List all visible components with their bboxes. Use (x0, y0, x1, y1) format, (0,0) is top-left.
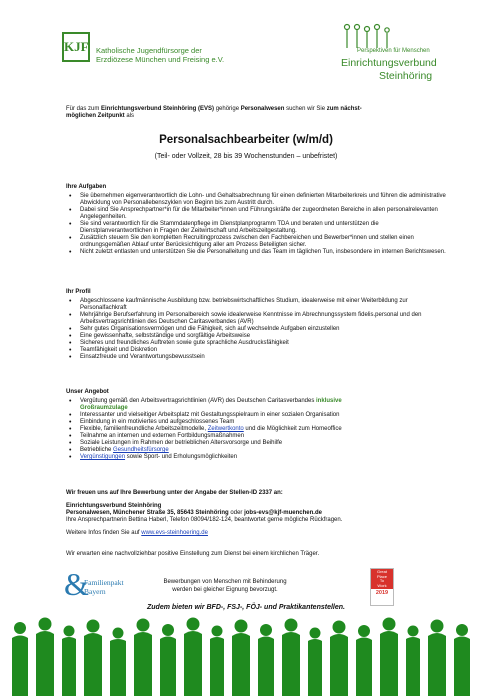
list-item: • Sie übernehmen eigenverantwortlich die Lohn- und Gehaltsabrechnung für einen definierten Mitarbeiterkreis und führen die administrative Abwicklung von Personallebenszyklen von Beginn bis zum Austritt durch. (66, 193, 448, 207)
list-item: • Zusätzlich steuern Sie den kompletten Recruitingprozess zwischen den Fachbereichen und Bewerber*innen und stellen einen ordnungsgemäßen Ablauf unter Berücksichtigung aller am Prozess Beteiligten sicher. (66, 235, 448, 249)
application-text: oder (228, 510, 245, 516)
application-recipient: Einrichtungsverbund Steinhöring (66, 503, 162, 509)
intro-department: Personalwesen (240, 106, 285, 112)
profile-heading: Ihr Profil (66, 289, 91, 295)
offer-highlight: Großraumzulage (80, 405, 128, 411)
list-item: • Nicht zuletzt entlasten und unterstützen Sie die Personalleitung und das Team im täglichen Tun, insbesondere im internen Berichtswesen. (66, 249, 448, 256)
familienpakt-name-line2: Bayern (84, 587, 106, 596)
job-subtitle: (Teil- oder Vollzeit, 28 bis 39 Wochenstunden – unbefristet) (154, 153, 338, 160)
tasks-heading: Ihre Aufgaben (66, 184, 107, 190)
list-item: • Dabei sind Sie Ansprechpartner*in für die Mitarbeiter*innen und Führungskräfte der zugeordneten Bereiche in allen personalrelevanten Angelegenheiten. (66, 207, 448, 221)
people-figures-icon (341, 22, 401, 50)
people-silhouettes-icon (0, 616, 492, 696)
badge-text: Place (376, 573, 387, 579)
offer-list (66, 398, 448, 461)
evs-tagline: Perspektiven für Menschen (357, 48, 430, 54)
evs-name-line1: Einrichtungsverbund (341, 57, 437, 69)
application-website (66, 530, 208, 537)
intro-start-date: zum nächst- (326, 106, 362, 112)
application-address (66, 510, 322, 517)
gesundheitsfuersorge-link[interactable]: Gesundheitsfürsorge (113, 447, 169, 453)
internship-offer: Zudem bieten wir BFD-, FSJ-, FÖJ- und Praktikantenstellen. (147, 604, 345, 611)
application-address-text: Personalwesen, Münchener Straße 35, 85643 Steinhöring (66, 510, 229, 516)
list-item (66, 426, 448, 433)
disability-notice-line2: werden bei gleicher Eignung bevorzugt. (172, 587, 278, 593)
intro-text: als (124, 113, 135, 119)
list-item: • Teamfähigkeit und Diskretion (66, 347, 448, 354)
kjf-logo (62, 32, 90, 62)
badge-year: 2019 (375, 590, 389, 596)
list-item: • Teilnahme an internen und externen Fortbildungsmaßnahmen (66, 433, 448, 440)
intro-start-date: möglichen Zeitpunkt (66, 113, 125, 119)
ampersand-icon: & (64, 566, 89, 602)
job-title: Personalsachbearbeiter (w/m/d) (159, 134, 333, 146)
closing-statement: Wir erwarten eine nachvollziehbar positive Einstellung zum Dienst bei einem kirchlichen Träger. (66, 551, 320, 557)
kjf-logo-mark: KJF (64, 39, 89, 54)
list-item: • Einsatzfreude und Verantwortungsbewusstsein (66, 354, 448, 361)
email-link[interactable]: jobs-evs@kjf-muenchen.de (244, 510, 322, 516)
familienpakt-logo (64, 566, 134, 604)
offer-text: sowie Sport- und Erholungsmöglichkeiten (125, 454, 238, 460)
disability-notice (150, 578, 300, 594)
intro-text: suchen wir Sie (284, 106, 327, 112)
offer-highlight: inklusive (316, 398, 342, 404)
list-item: • Soziale Leistungen im Rahmen der betrieblichen Altersvorsorge und Beihilfe (66, 440, 448, 447)
offer-text: und die Möglichkeit zum Homeoffice (243, 426, 342, 432)
list-item (66, 447, 448, 454)
application-intro: Wir freuen uns auf Ihre Bewerbung unter der Angabe der Stellen-ID 2337 an: (66, 490, 283, 496)
application-text: Weitere Infos finden Sie auf (66, 530, 142, 536)
badge-text: Work (377, 582, 387, 588)
verguenstigungen-link[interactable]: Vergünstigungen (80, 454, 126, 460)
list-item: • Interessanter und vielseitiger Arbeitsplatz mit Gestaltungsspielraum in einer sozialen Organisation (66, 412, 448, 419)
great-place-to-work-badge (370, 568, 394, 606)
list-item: • Mehrjährige Berufserfahrung im Personalbereich sowie idealerweise Kenntnisse im Abrechnungssystem fidelis.personal und den Arbeitsvertragsrichtlinien des Deutschen Caritasverbandes (AVR) (66, 312, 448, 326)
website-link[interactable]: www.evs-steinhoering.de (141, 530, 208, 536)
list-item: • Abgeschlossene kaufmännische Ausbildung bzw. betriebswirtschaftliches Studium, idealerweise mit einer Weiterbildung zur Personalfachkraft (66, 298, 448, 312)
list-item: • Sehr gutes Organisationsvermögen und die Fähigkeit, sich auf wechselnde Aufgaben einzustellen (66, 326, 448, 333)
intro-organization: Einrichtungsverbund Steinhöring (EVS) (101, 106, 215, 112)
list-item: • Sie sind verantwortlich für die Stammdatenpflege im Dienstplanprogramm TDA und beraten und unterstützen die Dienstplanverantwortlichen in Fragen der Zeitwirtschaft und Arbeitszeitgestaltung. (66, 221, 448, 235)
evs-logo (333, 22, 453, 94)
kjf-name-line2: Erzdiözese München und Freising e.V. (96, 55, 225, 64)
badge-header (371, 569, 393, 589)
profile-list (66, 298, 448, 361)
badge-text: Great (376, 569, 387, 574)
zeitwertkonto-link[interactable]: Zeitwertkonto (207, 426, 244, 432)
disability-notice-line1: Bewerbungen von Menschen mit Behinderung (163, 579, 287, 585)
evs-name-line2: Steinhöring (379, 70, 433, 82)
list-item: • Eine gewissenhafte, selbstständige und sorgfältige Arbeitsweise (66, 333, 448, 340)
intro-text: Für das zum (66, 106, 102, 112)
offer-text: Flexible, familienfreundliche Arbeitszeitmodelle, (80, 426, 208, 432)
kjf-organization-name (96, 46, 224, 64)
offer-heading: Unser Angebot (66, 389, 109, 395)
offer-text: Vergütung gemäß den Arbeitsvertragsrichtlinien (AVR) des Deutschen Caritasverbandes (80, 398, 317, 404)
list-item: • Einbindung in ein motiviertes und aufgeschlossenes Team (66, 419, 448, 426)
familienpakt-name-line1: Familienpakt (84, 578, 124, 587)
list-item (66, 398, 448, 412)
intro-paragraph (66, 106, 446, 120)
list-item (66, 454, 448, 461)
list-item: • Sicheres und freundliches Auftreten sowie gute sprachliche Ausdrucksfähigkeit (66, 340, 448, 347)
application-contact: Ihre Ansprechpartnerin Bettina Haberl, Telefon 08094/182-124, beantwortet gerne mögliche Rückfragen. (66, 517, 343, 523)
tasks-list (66, 193, 448, 256)
offer-text: Betriebliche (80, 447, 114, 453)
intro-text: gehörige (214, 106, 241, 112)
kjf-name-line1: Katholische Jugendfürsorge der (96, 46, 202, 55)
badge-text: To (379, 578, 385, 583)
